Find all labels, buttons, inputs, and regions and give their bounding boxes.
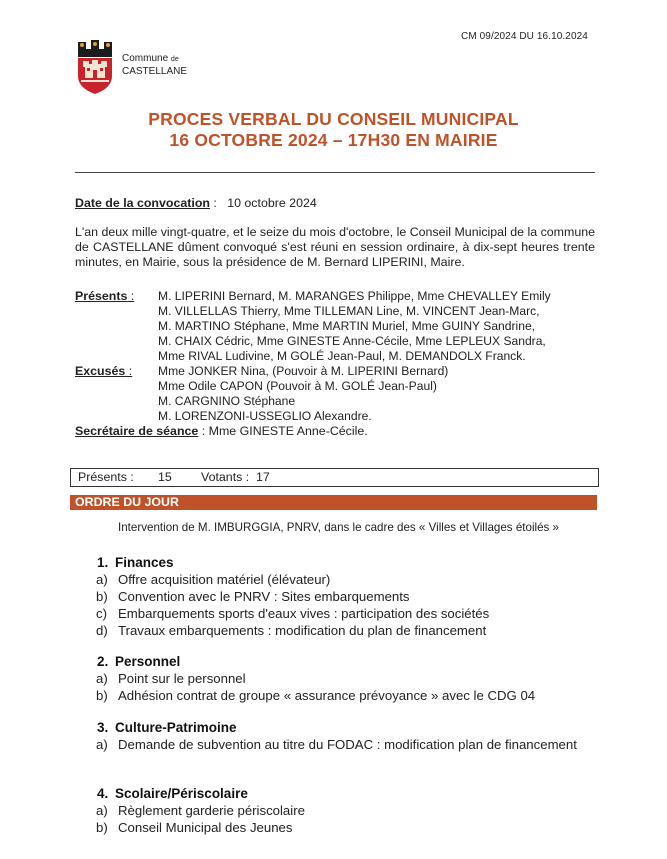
agenda-section-finances: [97, 555, 597, 639]
excuses-list: [158, 364, 448, 424]
castellane-coat-of-arms-icon: [77, 40, 113, 94]
excuses-line: M. LORENZONI-USSEGLIO Alexandre.: [158, 409, 372, 423]
excuses-label: Excusés :: [75, 364, 133, 378]
excuses-line: Mme Odile CAPON (Pouvoir à M. GOLÉ Jean-Paul): [158, 379, 437, 393]
presents-line: M. MARTINO Stéphane, Mme MARTIN Muriel, Mme GUINY Sandrine,: [158, 319, 536, 333]
intervention-line: Intervention de M. IMBURGGIA, PNRV, dans le cadre des « Villes et Villages étoilés »: [118, 521, 560, 534]
excuses-line: Mme JONKER Nina, (Pouvoir à M. LIPERINI Bernard): [158, 364, 449, 378]
agenda-item: b) Convention avec le PNRV : Sites embarquements: [96, 589, 410, 604]
presents-line: M. CHAIX Cédric, Mme GINESTE Anne-Cécile, Mme LEPLEUX Sandra,: [158, 334, 546, 348]
presents-line: Mme RIVAL Ludivine, M GOLÉ Jean-Paul, M. DEMANDOLX Franck.: [158, 349, 526, 363]
secretaire-label: Secrétaire de séance: [75, 424, 199, 438]
agenda-item: a) Offre acquisition matériel (élévateur): [96, 572, 331, 587]
presents-count: 15: [158, 470, 172, 484]
intro-paragraph: L'an deux mille vingt-quatre, et le seize du mois d'octobre, le Conseil Municipal de la commune de CASTELLANE dûment convoqué s'est réuni en session ordinaire, à dix-sept heures trente minutes, en Mairie, sous la présidence de M. Bernard LIPERINI, Maire.: [75, 225, 595, 269]
presents-list: [158, 289, 551, 364]
section-title: 3. Culture-Patrimoine: [97, 720, 237, 735]
votants-count: 17: [256, 470, 270, 484]
votes-box: [70, 468, 599, 487]
presents-count-label: Présents :: [78, 470, 134, 484]
section-title: 2. Personnel: [97, 654, 181, 669]
agenda-item: a) Point sur le personnel: [96, 671, 246, 686]
convocation-label: Date de la convocation: [75, 196, 210, 210]
secretaire-line: [75, 424, 368, 439]
excuses-line: M. CARGNINO Stéphane: [158, 394, 296, 408]
presents-line: M. VILLELLAS Thierry, Mme TILLEMAN Line, M. VINCENT Jean-Marc,: [158, 304, 540, 318]
divider: [75, 172, 595, 173]
agenda-item: d) Travaux embarquements : modification du plan de financement: [96, 623, 487, 638]
convocation-date: 10 octobre 2024: [227, 196, 317, 210]
section-title: 4. Scolaire/Périscolaire: [97, 786, 248, 801]
presents-label: Présents :: [75, 289, 135, 303]
commune-name: Commune de CASTELLANE: [122, 53, 188, 77]
section-title: 1. Finances: [97, 555, 174, 570]
convocation-line: Date de la convocation : 10 octobre 2024: [75, 196, 317, 210]
agenda-section-scolaire: [97, 786, 597, 836]
agenda-item: b) Adhésion contrat de groupe « assurance prévoyance » avec le CDG 04: [96, 688, 536, 703]
agenda-item: b) Conseil Municipal des Jeunes: [96, 820, 293, 835]
agenda-section-culture-patrimoine: [97, 720, 597, 753]
document-reference: CM 09/2024 DU 16.10.2024: [461, 31, 588, 42]
votants-label: Votants :: [201, 470, 250, 484]
page-title: PROCES VERBAL DU CONSEIL MUNICIPAL 16 OCTOBRE 2024 – 17H30 EN MAIRIE: [148, 109, 519, 150]
agenda-item: c) Embarquements sports d'eaux vives : participation des sociétés: [96, 606, 490, 621]
agenda-section-personnel: [97, 654, 597, 704]
secretaire-value: : Mme GINESTE Anne-Cécile.: [198, 424, 368, 438]
agenda-item: a) Demande de subvention au titre du FODAC : modification plan de financement: [96, 737, 577, 752]
agenda-item: a) Règlement garderie périscolaire: [96, 803, 305, 818]
ordre-du-jour-header: ORDRE DU JOUR: [70, 495, 597, 510]
presents-line: M. LIPERINI Bernard, M. MARANGES Philippe, Mme CHEVALLEY Emily: [158, 289, 551, 303]
